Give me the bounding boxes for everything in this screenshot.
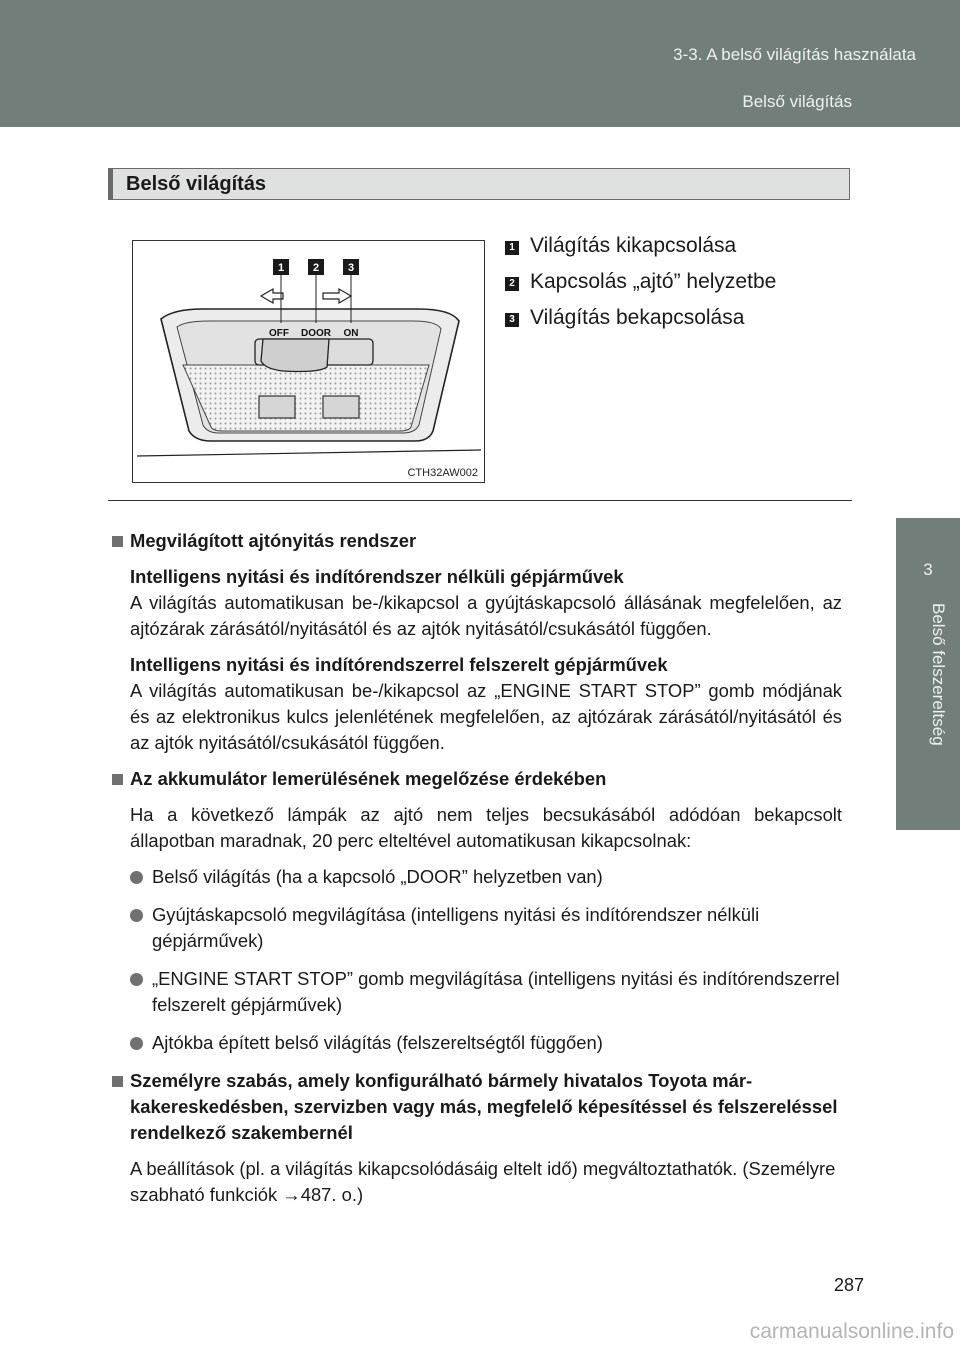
page-header (0, 0, 960, 127)
label-on: ON (343, 328, 359, 339)
heading-text: Megvilágított ajtónyitás rendszer (130, 530, 417, 551)
bulb-right (323, 396, 359, 418)
switch-knob (261, 339, 329, 372)
chapter-side-title: Belső felszereltség (929, 603, 948, 746)
heading-marker (112, 536, 123, 547)
arrow-left (261, 289, 283, 303)
heading-marker (112, 774, 123, 785)
paragraph: A világítás automatikusan be-/kikapcsol az „ENGINE START STOP” gomb módjának és az elektronikus kulcs jelenlétének megfelelően, az ajtózárak zárásától/nyitásától és az ajtók nyitásától/csukásától függően. (130, 680, 842, 753)
arrow-right (323, 289, 351, 303)
watermark: carmanualsonline.info (749, 1320, 954, 1343)
chapter-side-tab (896, 518, 960, 830)
chapter-number: 3 (923, 560, 933, 579)
callout-3: 3 (347, 262, 355, 274)
legend-item (505, 232, 805, 268)
sub-heading: Intelligens nyitási és indítórendszer nélküli gépjárművek (130, 566, 624, 587)
callout-2: 2 (312, 262, 320, 274)
page-content (112, 528, 842, 1218)
bullet-dot (130, 973, 143, 986)
bullet-item (112, 864, 842, 890)
paragraph: A beállítások (pl. a világítás kikapcsolódásáig eltelt idő) megváltoztathatók. (Személyre szabható funkciók →487. o.) (130, 1158, 836, 1205)
legend-text: Világítás kikapcsolása (530, 234, 737, 257)
sub-heading: Intelligens nyitási és indítórendszerrel felszerelt gépjárművek (130, 654, 668, 675)
chapter-title: 3-3. A belső világítás használata (673, 45, 916, 64)
subsection-body (112, 564, 842, 756)
legend-text: Világítás bekapcsolása (530, 306, 745, 329)
subsection-heading (112, 1068, 842, 1146)
figure-legend (505, 232, 805, 340)
bullet-text: „ENGINE START STOP” gomb megvilágítása (intelligens nyitási és indítórendszerrel felszerelt gépjárművek) (152, 968, 840, 1015)
heading-marker (112, 1076, 123, 1087)
paragraph: A világítás automatikusan be-/kikapcsol a gyújtáskapcsoló állásának megfelelően, az ajtózárak zárásától/nyitásától és az ajtók nyitásától/csukásától függően. (130, 592, 842, 639)
bullet-dot (130, 1037, 143, 1050)
subsection-heading (112, 528, 842, 554)
divider (108, 500, 852, 501)
label-door: DOOR (301, 328, 331, 339)
bullet-text: Belső világítás (ha a kapcsoló „DOOR” helyzetben van) (152, 866, 603, 887)
legend-number: 1 (505, 241, 519, 255)
bullet-text: Gyújtáskapcsoló megvilágítása (intelligens nyitási és indítórendszer nélküli gépjárművek) (152, 904, 760, 951)
bullet-item (112, 966, 842, 1018)
interior-light-illustration (132, 240, 485, 483)
page-number: 287 (833, 1275, 864, 1295)
interior-light-drawing (133, 241, 484, 482)
legend-item (505, 304, 805, 340)
figure-code: CTH32AW002 (407, 467, 478, 479)
section-title-box (108, 168, 850, 200)
callout-1: 1 (277, 262, 285, 274)
bullet-text: Ajtókba épített belső világítás (felszereltségtől függően) (152, 1032, 603, 1053)
legend-text: Kapcsolás „ajtó” helyzetbe (530, 270, 777, 293)
label-off: OFF (269, 328, 289, 339)
lamp-lens (183, 365, 429, 431)
subsection-heading (112, 766, 842, 792)
legend-number: 3 (505, 313, 519, 327)
heading-text: Személyre szabás, amely konfigurálható bármely hivatalos Toyota márkakereskedésben, szervizben vagy más, megfelelő képesítéssel és felszereléssel rendelkező szakembernél (130, 1070, 838, 1143)
paragraph: Ha a következő lámpák az ajtó nem teljes becsukásából adódóan bekapcsolt állapotban maradnak, 20 perc elteltével automatikusan kikapcsolnak: (130, 804, 842, 851)
topic-title: Belső világítás (742, 92, 852, 111)
heading-text: Az akkumulátor lemerülésének megelőzése érdekében (130, 768, 607, 789)
bulb-left (259, 396, 295, 418)
section-title: Belső világítás (126, 173, 267, 195)
legend-item (505, 268, 805, 304)
bullet-dot (130, 909, 143, 922)
bullet-dot (130, 871, 143, 884)
legend-number: 2 (505, 277, 519, 291)
bullet-item (112, 1030, 842, 1056)
bullet-item (112, 902, 842, 954)
